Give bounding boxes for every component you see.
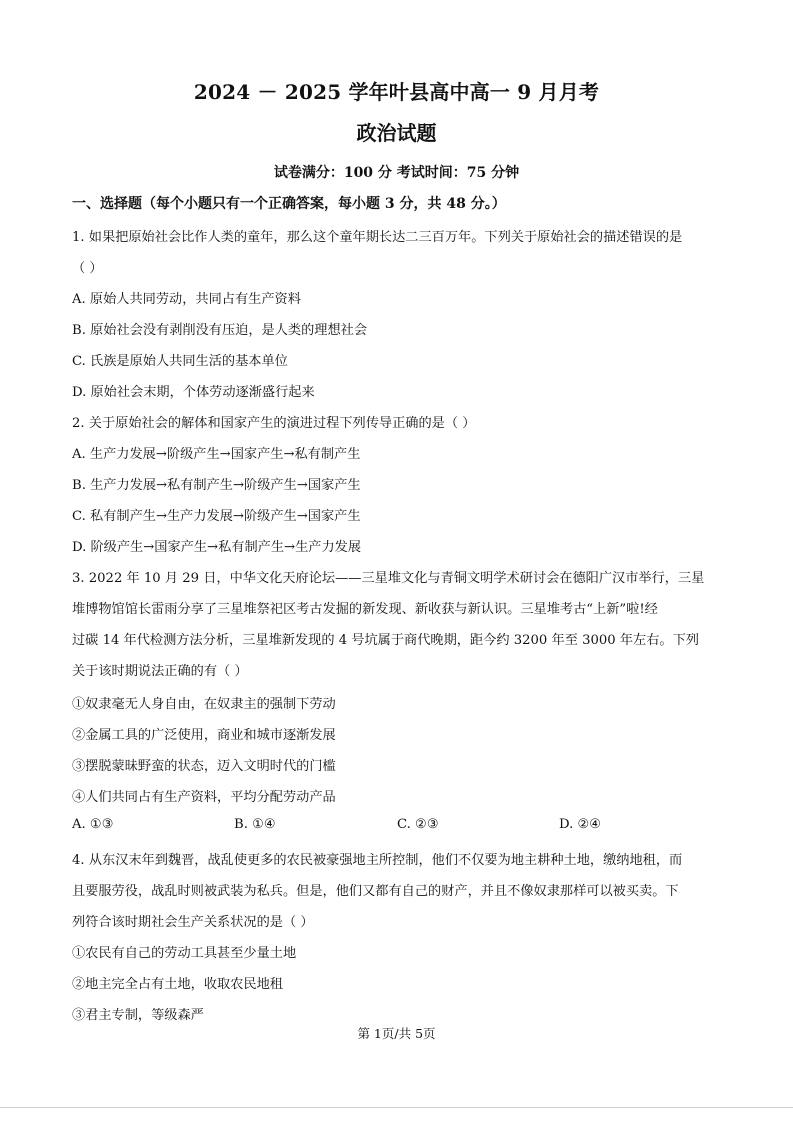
question-4-item-2: ②地主完全占有土地，收取农民地租 [72, 977, 283, 992]
question-2-option-a: A. 生产力发展→阶级产生→国家产生→私有制产生 [72, 447, 361, 462]
section-heading: 一、选择题（每个小题只有一个正确答案，每小题 3 分，共 48 分。） [72, 196, 506, 212]
question-3-choice-b: B. ①④ [234, 817, 276, 832]
question-3-stem-line: 关于该时期说法正确的有（ ） [72, 664, 248, 679]
question-3-choice-c: C. ②③ [397, 817, 439, 832]
question-1-blank: （ ） [72, 261, 103, 276]
question-4-stem-line: 列符合该时期社会生产关系状况的是（ ） [72, 915, 314, 930]
question-3-stem-line: 过碳 14 年代检测方法分析，三星堆新发现的 4 号坑属于商代晚期，距今约 3200 年至 3000 年左右。下列 [72, 633, 699, 648]
question-2-option-d: D. 阶级产生→国家产生→私有制产生→生产力发展 [72, 540, 362, 555]
question-2-stem: 2. 关于原始社会的解体和国家产生的演进过程下列传导正确的是（ ） [72, 416, 476, 431]
question-3-item-4: ④人们共同占有生产资料，平均分配劳动产品 [72, 790, 336, 805]
question-4-stem-line: 且要服劳役，战乱时则被武装为私兵。但是，他们又都有自己的财产，并且不像奴隶那样可以被买卖。下 [72, 884, 679, 899]
exam-subject: 政治试题 [356, 121, 437, 145]
question-2-option-b: B. 生产力发展→私有制产生→阶级产生→国家产生 [72, 478, 361, 493]
question-4-stem-line: 4. 从东汉末年到魏晋，战乱使更多的农民被豪强地主所控制，他们不仅要为地主耕种土地，缴纳地租，而 [72, 853, 683, 868]
question-3-stem-line: 堆博物馆馆长雷雨分享了三星堆祭祀区考古发掘的新发现、新收获与新认识。三星堆考古“上新”啦!经 [72, 602, 658, 617]
exam-meta: 试卷满分：100 分 考试时间：75 分钟 [273, 165, 520, 181]
question-3-item-1: ①奴隶毫无人身自由，在奴隶主的强制下劳动 [72, 697, 336, 712]
question-1-option-c: C. 氏族是原始人共同生活的基本单位 [72, 354, 288, 369]
question-4-item-3: ③君主专制，等级森严 [72, 1008, 204, 1023]
question-3-item-2: ②金属工具的广泛使用，商业和城市逐渐发展 [72, 728, 336, 743]
question-2-option-c: C. 私有制产生→生产力发展→阶级产生→国家产生 [72, 509, 361, 524]
question-3-choice-d: D. ②④ [559, 817, 602, 832]
exam-title: 2024 － 2025 学年叶县高中高一 9 月月考 [193, 80, 600, 104]
question-3-item-3: ③摆脱蒙昧野蛮的状态，迈入文明时代的门槛 [72, 759, 336, 774]
bottom-divider [0, 1107, 793, 1108]
question-1-stem: 1. 如果把原始社会比作人类的童年，那么这个童年期长达二三百万年。下列关于原始社会的描述错误的是 [72, 230, 683, 245]
question-4-item-1: ①农民有自己的劳动工具甚至少量土地 [72, 946, 297, 961]
question-1-option-b: B. 原始社会没有剥削没有压迫，是人类的理想社会 [72, 323, 368, 338]
page-number: 第 1页/共 5页 [357, 1026, 436, 1041]
question-3-choice-a: A. ①③ [72, 817, 114, 832]
question-1-option-d: D. 原始社会末期，个体劳动逐渐盛行起来 [72, 385, 315, 400]
question-1-option-a: A. 原始人共同劳动，共同占有生产资料 [72, 292, 301, 307]
question-3-stem-line: 3. 2022 年 10 月 29 日，中华文化天府论坛——三星堆文化与青铜文明学术研讨会在德阳广汉市举行，三星 [72, 571, 705, 586]
